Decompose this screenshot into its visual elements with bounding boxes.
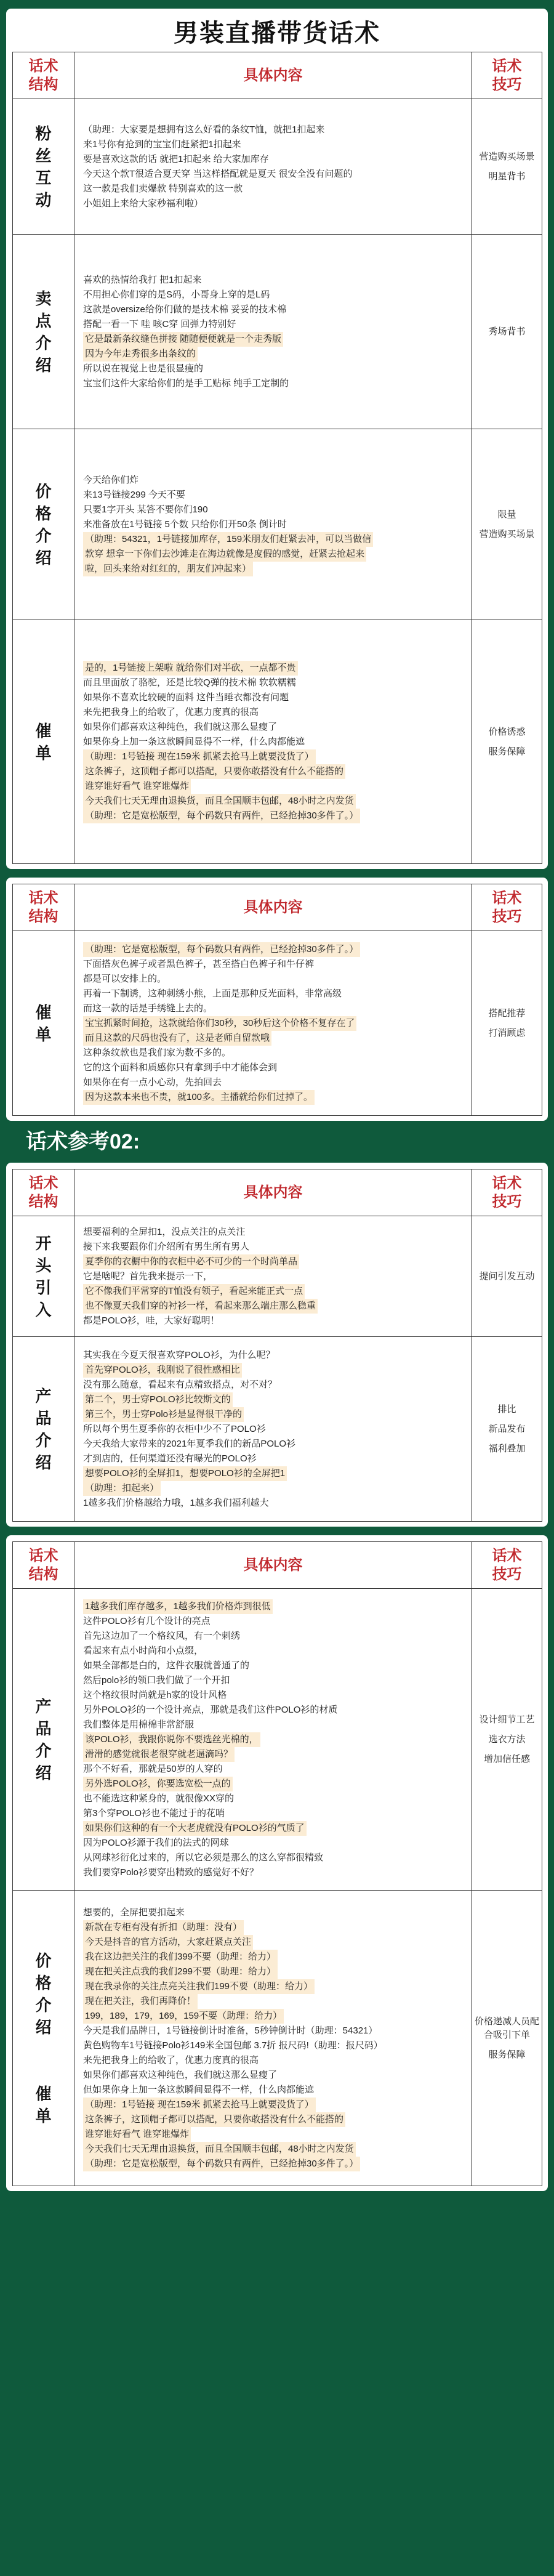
script-line [83, 1481, 463, 1496]
script-line [83, 1994, 463, 2009]
script-line-text: 所以每个男生夏季你的衣柜中少不了POLO衫 [83, 1423, 266, 1434]
script-line [83, 2127, 463, 2142]
script-line-text: 今天是抖音的官方活动，大家赶紧点关注 [83, 1935, 253, 1950]
script-line [83, 1392, 463, 1407]
header-tips-label: 话术 技巧 [492, 57, 522, 93]
structure-cell [13, 1337, 74, 1522]
tips-cell [472, 931, 542, 1116]
script-line-text: 看起来有点小时尚和小点缀， [83, 1645, 204, 1656]
script-line [83, 1791, 463, 1806]
script-line [83, 1496, 463, 1511]
script-line-text: 如果你身上加一条这款瞬间显得不一样，什么肉都能遮 [83, 736, 305, 747]
tip-label: 营造购买场景 [479, 151, 535, 162]
script-line-text: 新款在专柜有没有折扣（助理：没有） [83, 1920, 244, 1935]
script-line-text: （助理：1号链接 现在159米 抓紧去抢马上就要没货了） [83, 749, 316, 764]
structure-cell [13, 99, 74, 235]
script-line [83, 1614, 463, 1629]
tips-cell [472, 1589, 542, 1891]
script-line-text: 下面搭灰色裤子或者黑色裤子，甚至搭白色裤子和牛仔裤 [83, 958, 315, 969]
script-line [83, 1747, 463, 1762]
script-line-text: 才到店的，任何渠道还没有曝光的POLO衫 [83, 1453, 257, 1464]
table-row [13, 429, 542, 620]
structure-cell [13, 620, 74, 864]
script-line [83, 317, 463, 332]
script-line [83, 809, 463, 823]
script-line [83, 794, 463, 809]
script-line [83, 705, 463, 720]
content-cell [74, 1216, 472, 1337]
script-line [83, 1865, 463, 1880]
script-line-text: 然后polo衫的领口我们做了一个开扣 [83, 1674, 230, 1686]
script-line-text: 现在把关注点我的我们299不要（助理：给力） [83, 1964, 278, 1979]
script-line [83, 2142, 463, 2157]
script-line-text: 该POLO衫，我跟你说你不要选丝光棉的， [83, 1732, 260, 1747]
script-line-text: 宝宝们这件大家给你们的是手工贴标 纯手工定制的 [83, 378, 289, 389]
script-line [83, 1016, 463, 1031]
script-line-text: 如果你不喜欢比较硬的面料 这件当睡衣都没有问题 [83, 692, 289, 703]
header-tips-label: 话术 技巧 [492, 1174, 522, 1210]
script-line [83, 182, 463, 196]
script-line [83, 1422, 463, 1437]
structure-label: 粉 丝 互 动 [35, 124, 52, 209]
script-line-text: 搭配一看一下 哇 咳C穿 回弹力特别好 [83, 318, 236, 329]
script-line-text: 它不像我们平常穿的T恤没有领子，看起来能正式一点 [83, 1284, 305, 1299]
script-line [83, 1046, 463, 1060]
header-structure [13, 884, 74, 931]
script-line [83, 1905, 463, 1920]
script-line [83, 1452, 463, 1466]
script-line [83, 1378, 463, 1392]
script-line-text: 今天我们七天无理由退换货，而且全国顺丰包邮，48小时之内发货 [83, 794, 356, 809]
script-line [83, 1437, 463, 1452]
tip-label: 限量 [497, 509, 516, 520]
script-line-text: 谁穿谁好看气 谁穿谁爆炸 [83, 2127, 191, 2142]
structure-cell [13, 235, 74, 429]
script-line [83, 2068, 463, 2083]
table-header-row [13, 884, 542, 931]
script-table-2 [12, 884, 542, 1116]
script-line-text: 其实我在今夏天很喜欢穿POLO衫，为什么呢？ [83, 1349, 275, 1360]
script-line-text: 来1号你有抢到的宝宝们赶紧把1扣起来 [83, 139, 241, 150]
page-title: 男装直播带货话术 [174, 20, 380, 47]
script-line-text: 只要1字开头 某答不要你们190 [83, 504, 208, 515]
script-line-text: 那个不好看，那就是50岁的人穿的 [83, 1763, 223, 1774]
script-line-text: 这个格纹很时尚就是h家的设计风格 [83, 1689, 227, 1700]
script-line [83, 676, 463, 690]
script-line-text: 如果全部都是白的，这件衣服就普通了的 [83, 1660, 250, 1671]
header-content [74, 1542, 472, 1589]
script-line-text: 这条裤子，这顶帽子都可以搭配，只要你敢搭没有什么不能搭的 [83, 2112, 345, 2127]
header-tips [472, 1169, 542, 1216]
script-line-text: 首先这边加了一个格纹风，有一个刺绣 [83, 1630, 241, 1641]
tip-label: 打消顾虑 [488, 1027, 526, 1038]
script-line [83, 1732, 463, 1747]
structure-label: 催 单 [35, 721, 52, 762]
script-line-text: 而且这款的尺码也没有了，这是老师自留款哦 [83, 1031, 271, 1046]
script-line-text: （助理：它是宽松版型，每个码数只有两件，已经抢掉30多件了。） [83, 2157, 360, 2171]
structure-cell [13, 1891, 74, 2186]
header-structure-label: 话术 结构 [28, 1547, 58, 1583]
script-line-text: 谁穿谁好看气 谁穿谁爆炸 [83, 779, 191, 794]
script-line-text: 小姐姐上来给大家秒福利啦） [83, 198, 204, 209]
script-line [83, 1950, 463, 1964]
script-line [83, 1806, 463, 1821]
script-line-text: 今天是我们品牌日，1号链接倒计时准备，5秒钟倒计时（助理：54321） [83, 2025, 378, 2036]
script-line [83, 1777, 463, 1791]
content-cell [74, 931, 472, 1116]
script-line [83, 488, 463, 503]
script-line [83, 1299, 463, 1314]
tip-label: 秀场背书 [488, 326, 526, 337]
script-line-text: 宝宝抓紧时间抢，这款就给你们30秒，30秒后这个价格不复存在了 [83, 1016, 356, 1031]
script-line [83, 532, 463, 547]
header-content [74, 1169, 472, 1216]
script-line-text: 我在这边把关注的我们399不要（助理：给力） [83, 1950, 278, 1964]
tip-label: 营造购买场景 [479, 528, 535, 539]
header-structure [13, 52, 74, 99]
script-line [83, 1363, 463, 1378]
structure-label: 价 格 介 绍 [35, 482, 52, 567]
header-tips-label: 话术 技巧 [492, 1547, 522, 1583]
header-tips [472, 884, 542, 931]
script-line [83, 273, 463, 288]
tip-label: 新品发布 [488, 1423, 526, 1434]
script-line-text: 这种条纹款也是我们家为数不多的。 [83, 1047, 231, 1058]
content-cell [74, 620, 472, 864]
script-line [83, 547, 463, 562]
script-line [83, 1836, 463, 1851]
section-title: 话术参考02: [26, 1130, 140, 1153]
script-line [83, 1225, 463, 1240]
script-line [83, 1254, 463, 1269]
script-line [83, 749, 463, 764]
script-line-text: 199，189，179，169，159不要（助理：给力） [83, 2009, 284, 2024]
script-line [83, 1644, 463, 1658]
header-tips-label: 话术 技巧 [492, 889, 522, 925]
script-line-text: （助理：扣起来） [83, 1481, 161, 1496]
script-card-3 [6, 1163, 548, 1527]
script-line [83, 1718, 463, 1732]
script-line-text: 款穿 想拿一下你们去沙滩走在海边就像是度假的感觉，赶紧去抢起来 [83, 547, 366, 562]
script-line-text: 是的，1号链接上架啦 就给你们对半砍，一点都不贵 [83, 661, 298, 676]
script-line-text: 接下来我要跟你们介绍所有男生所有男人 [83, 1241, 250, 1252]
content-cell [74, 1589, 472, 1891]
script-line [83, 1269, 463, 1284]
structure-cell [13, 1216, 74, 1337]
script-line [83, 1821, 463, 1836]
structure-label: 催 单 [35, 1003, 52, 1044]
script-line [83, 1964, 463, 1979]
script-line-text: 要是喜欢这款的话 就把1扣起来 给大家加库存 [83, 153, 269, 164]
tips-cell [472, 1216, 542, 1337]
header-content-label: 具体内容 [243, 898, 303, 916]
script-line-text: 因为这款本来也不贵，就100多。主播就给你们过掉了。 [83, 1090, 315, 1105]
table-row [13, 931, 542, 1116]
tip-label: 价格递减人员配合吸引下单 [475, 2016, 540, 2040]
script-card-4 [6, 1535, 548, 2191]
script-line [83, 562, 463, 576]
script-line-text: 来先把我身上的给收了，优惠力度真的很高 [83, 706, 259, 717]
script-line [83, 473, 463, 488]
header-structure-label: 话术 结构 [28, 889, 58, 925]
script-line [83, 1060, 463, 1075]
tip-label: 福利叠加 [488, 1443, 526, 1454]
script-table-3 [12, 1169, 542, 1522]
script-line-text: 现在把关注，我们再降价！ [83, 1994, 198, 2009]
script-line-text: 另外POLO衫的一个设计亮点，那就是我们这件POLO衫的材质 [83, 1704, 338, 1715]
script-line-text: （助理：它是宽松版型，每个码数只有两件，已经抢掉30多件了。） [83, 942, 360, 957]
script-line-text: 滑滑的感觉就很老很穿就老逼滴吗？ [83, 1747, 235, 1762]
content-cell [74, 235, 472, 429]
script-line [83, 361, 463, 376]
script-line-text: 都是POLO衫，哇，大家好聪明！ [83, 1315, 220, 1326]
script-line-text: （助理：大家要是想拥有这么好看的条纹T恤，就把1扣起来 [83, 124, 325, 135]
script-line-text: 来13号链接299 今天不要 [83, 489, 185, 500]
script-line-text: 今天我给大家带来的2021年夏季我们的新品POLO衫 [83, 1438, 296, 1449]
script-line-text: 而且里面放了骆驼，还是比较Q弹的技术棉 软软糯糯 [83, 677, 296, 688]
script-line-text: 黄色购物车1号链接Polo衫149米全国包邮 3.7折 报尺码!（助理：报尺码） [83, 2040, 383, 2051]
script-line [83, 376, 463, 391]
tip-label: 提问引发互动 [479, 1270, 535, 1282]
structure-label: 产 品 介 绍 [35, 1697, 52, 1782]
script-line-text: 也不像夏天我们穿的衬衫一样，看起来那么端庄那么稳重 [83, 1299, 318, 1314]
structure-cell [13, 429, 74, 620]
script-line [83, 1703, 463, 1718]
script-line-text: 而这一款的话是手绣缝上去的。 [83, 1003, 213, 1014]
script-line-text: 它是啥呢？首先我来提示一下， [83, 1270, 213, 1282]
tip-label: 服务保障 [488, 746, 526, 757]
script-line-text: 都是可以安排上的。 [83, 973, 167, 984]
script-line [83, 1629, 463, 1644]
content-cell [74, 429, 472, 620]
script-line-text: 第三个，男士穿Polo衫是显得很干净的 [83, 1407, 244, 1422]
script-line [83, 1762, 463, 1777]
script-card-1 [6, 9, 548, 869]
header-structure-label: 话术 结构 [28, 1174, 58, 1210]
header-tips [472, 1542, 542, 1589]
table-row [13, 620, 542, 864]
script-line [83, 1920, 463, 1935]
content-cell [74, 99, 472, 235]
tips-cell [472, 1337, 542, 1522]
script-line-text: 来先把我身上的给收了，优惠力度真的很高 [83, 2054, 259, 2065]
header-content-label: 具体内容 [243, 1184, 303, 1201]
script-line-text: 所以说在视觉上也是很显瘦的 [83, 363, 204, 374]
structure-label: 价 格 介 绍 催 单 [35, 1951, 52, 2125]
structure-cell [13, 931, 74, 1116]
script-line-text: （助理：它是宽松版型，每个码数只有两件，已经抢掉30多件了。） [83, 809, 360, 823]
script-line [83, 167, 463, 182]
script-line-text: 如果你们都喜欢这种纯色，我们就这那么显瘦了 [83, 2069, 278, 2080]
tip-label: 排比 [497, 1403, 516, 1415]
script-line [83, 972, 463, 987]
script-line-text: 我们要穿Polo衫要穿出精致的感觉好不好？ [83, 1867, 259, 1878]
table-header-row [13, 1542, 542, 1589]
tip-label: 选衣方法 [488, 1734, 526, 1745]
script-line-text: 如果你们都喜欢这种纯色，我们就这那么显瘦了 [83, 721, 278, 732]
script-line-text: 但如果你身上加一条这款瞬间显得不一样，什么肉都能遮 [83, 2084, 315, 2095]
tip-label: 服务保障 [488, 2049, 526, 2060]
header-content [74, 884, 472, 931]
script-line-text: 这一款是我们卖爆款 特别喜欢的这一款 [83, 183, 243, 194]
script-line [83, 1851, 463, 1865]
script-line [83, 2053, 463, 2068]
table-row [13, 1337, 542, 1522]
script-line-text: 现在我录你的关注点亮关注我们199不要（助理：给力） [83, 1979, 315, 1994]
script-line-text: 想要福利的全屏扣1，没点关注的点关注 [83, 1226, 246, 1237]
script-line [83, 347, 463, 361]
script-line-text: 不用担心你们穿的是S码，小哥身上穿的是L码 [83, 289, 270, 300]
script-line [83, 123, 463, 137]
tips-cell [472, 429, 542, 620]
script-line-text: 另外选POLO衫，你要选宽松一点的 [83, 1777, 233, 1791]
script-line-text: 它的这个面料和质感你只有拿到手中才能体会到 [83, 1062, 278, 1073]
script-line [83, 1658, 463, 1673]
table-row [13, 1216, 542, 1337]
script-line [83, 1599, 463, 1614]
script-line [83, 1935, 463, 1950]
script-line [83, 2024, 463, 2038]
tip-label: 明星背书 [488, 171, 526, 182]
table-header-row [13, 52, 542, 99]
script-line [83, 2009, 463, 2024]
script-line-text: 这款是oversize给你们做的是技术棉 妥妥的技术棉 [83, 304, 287, 315]
script-line [83, 1673, 463, 1688]
script-line-text: 今天这个款T很适合夏天穿 当这样搭配就是夏天 很安全没有问题的 [83, 168, 353, 179]
script-line-text: 首先穿POLO衫，我刚说了很性感相比 [83, 1363, 242, 1378]
script-line-text: 今天我们七天无理由退换货，而且全国顺丰包邮，48小时之内发货 [83, 2142, 356, 2157]
script-line-text: 啦，回头来给对红红的，朋友们冲起来） [83, 562, 253, 576]
script-line-text: 也不能选这种紧身的，就很像XX穿的 [83, 1793, 235, 1804]
script-line [83, 517, 463, 532]
script-line [83, 152, 463, 167]
script-line-text: 这条裤子，这顶帽子都可以搭配，只要你敢搭没有什么不能搭的 [83, 764, 345, 779]
table-header-row [13, 1169, 542, 1216]
script-line [83, 2038, 463, 2053]
script-table-4 [12, 1541, 542, 2186]
script-card-2 [6, 878, 548, 1121]
header-content-label: 具体内容 [243, 67, 303, 84]
script-line-text: （助理：54321，1号链接加库存，159米朋友们赶紧去冲，可以当做信 [83, 532, 373, 547]
structure-label: 产 品 介 绍 [35, 1386, 52, 1472]
content-cell [74, 1337, 472, 1522]
script-table-1 [12, 52, 542, 864]
structure-label: 开 头 引 入 [35, 1233, 52, 1319]
script-line [83, 764, 463, 779]
script-line-text: 来准备放在1号链接 5个数 只给你们开50条 倒计时 [83, 519, 287, 530]
structure-cell [13, 1589, 74, 1891]
script-line [83, 1090, 463, 1105]
script-line-text: 今天给你们炸 [83, 474, 139, 485]
script-line [83, 987, 463, 1001]
structure-label: 卖 点 介 绍 [35, 289, 52, 374]
tips-cell [472, 235, 542, 429]
script-line-text: 没有那么随意，看起来有点精致搭点，对不对？ [83, 1379, 278, 1390]
script-line [83, 1031, 463, 1046]
script-line-text: 因为今年走秀很多出条纹的 [83, 347, 198, 361]
script-line [83, 2157, 463, 2171]
header-structure-label: 话术 结构 [28, 57, 58, 93]
script-line [83, 2083, 463, 2098]
script-line [83, 1688, 463, 1703]
script-line-text: 从网球衫衍化过来的，所以它必须是那么的这么穿都很精致 [83, 1852, 324, 1863]
script-line-text: 想要的，全屏把要扣起来 [83, 1907, 185, 1918]
script-line-text: 如果你在有一点小心动，先拍回去 [83, 1076, 222, 1088]
content-cell [74, 1891, 472, 2186]
script-line [83, 1314, 463, 1328]
script-line [83, 661, 463, 676]
script-line [83, 302, 463, 317]
script-line [83, 690, 463, 705]
script-line [83, 137, 463, 152]
script-line [83, 1979, 463, 1994]
script-line [83, 1075, 463, 1090]
script-line-text: 它是最新条纹缝色拼接 随随便便就是一个走秀版 [83, 332, 283, 347]
script-line [83, 1466, 463, 1481]
script-line-text: （助理：1号链接 现在159米 抓紧去抢马上就要没货了） [83, 2098, 316, 2112]
table-row [13, 235, 542, 429]
script-line-text: 这件POLO衫有几个设计的亮点 [83, 1615, 211, 1626]
script-line [83, 1001, 463, 1016]
script-line-text: 第二个，男士穿POLO衫比较斯文的 [83, 1392, 233, 1407]
tip-label: 搭配推荐 [488, 1007, 526, 1019]
script-line [83, 957, 463, 972]
script-line [83, 735, 463, 749]
script-line [83, 1407, 463, 1422]
tips-cell [472, 1891, 542, 2186]
script-line [83, 196, 463, 211]
header-content [74, 52, 472, 99]
script-line-text: 1越多我们价格越给力哦，1越多我们福利越大 [83, 1497, 269, 1508]
tip-label: 设计细节工艺 [479, 1714, 535, 1725]
script-line-text: 如果你们这种的有一个大老虎就没有POLO衫的气质了 [83, 1821, 307, 1836]
tip-label: 增加信任感 [483, 1753, 530, 1764]
script-line [83, 2112, 463, 2127]
script-line [83, 503, 463, 517]
tips-cell [472, 620, 542, 864]
script-line-text: 想要POLO衫的全屏扣1，想要POLO衫的全屏把1 [83, 1466, 287, 1481]
script-line-text: 第3个穿POLO衫也不能过于的花哨 [83, 1807, 225, 1819]
script-line [83, 1240, 463, 1254]
script-line [83, 942, 463, 957]
script-line [83, 288, 463, 302]
script-line-text: 夏季你的衣橱中你的衣柜中必不可少的一个时尚单品 [83, 1254, 299, 1269]
header-structure [13, 1542, 74, 1589]
table-row [13, 99, 542, 235]
script-line-text: 再着一下制诱，这种刺绣小熊，上面是那种反光面料，非常高级 [83, 988, 342, 999]
script-line [83, 779, 463, 794]
script-line-text: 因为POLO衫源于我们的法式的网球 [83, 1837, 229, 1848]
script-line-text: 1越多我们库存越多，1越多我们价格炸到很低 [83, 1599, 273, 1614]
script-line [83, 1348, 463, 1363]
script-line [83, 720, 463, 735]
header-tips [472, 52, 542, 99]
header-content-label: 具体内容 [243, 1556, 303, 1573]
table-row [13, 1891, 542, 2186]
tip-label: 价格诱惑 [488, 726, 526, 737]
script-line [83, 2098, 463, 2112]
table-row [13, 1589, 542, 1891]
script-line [83, 332, 463, 347]
script-line-text: 喜欢的热情给我打 把1扣起来 [83, 274, 202, 285]
tips-cell [472, 99, 542, 235]
script-line [83, 1284, 463, 1299]
script-line-text: 我们整体是用棉棉非常舒服 [83, 1719, 195, 1730]
header-structure [13, 1169, 74, 1216]
